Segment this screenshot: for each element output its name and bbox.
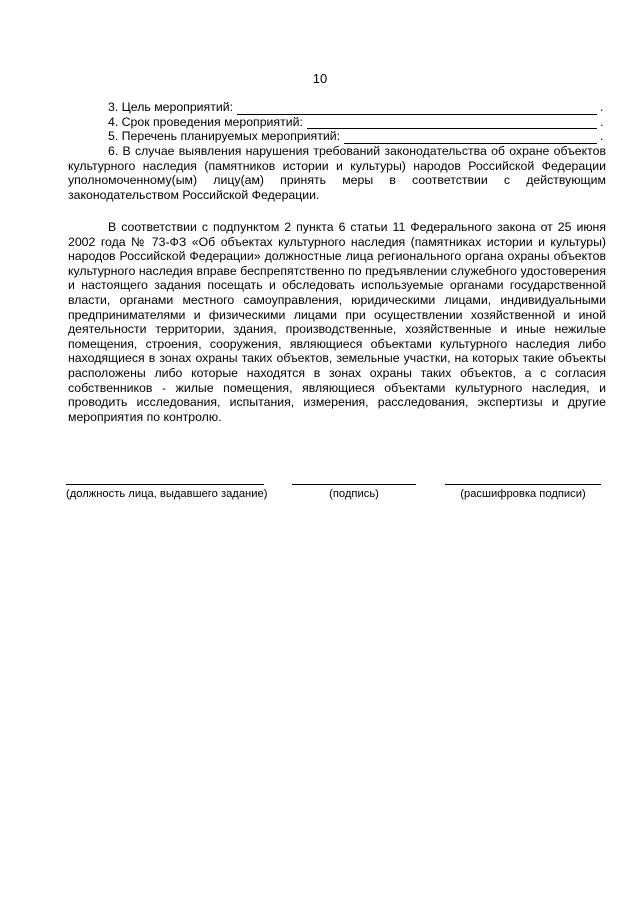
field-goal: [108, 100, 606, 115]
signature-position-caption: (должность лица, выдавшего задание): [66, 488, 268, 500]
field-list-blank-line: [344, 132, 597, 144]
paragraph-law-reference: В соответствии с подпунктом 2 пункта 6 статьи 11 Федерального закона от 25 июня 2002 года № 73-ФЗ «Об объектах культурного наследия (памятниках истории и культуры) народов Российской Федерации» должностные лица регионального органа охраны объектов культурного наследия вправе беспрепятственно по предъявлении служебного удостоверения и настоящего задания посещать и обследовать используемые органами государственной власти, органами местного самоуправления, юридическими лицами, индивидуальными предпринимателями и физическими лицами при осуществлении хозяйственной и иной деятельности территории, здания, производственные, хозяйственные и иные нежилые помещения, строения, сооружения, являющиеся объектами культурного наследия либо находящиеся в зонах охраны таких объектов, земельные участки, на которых такие объекты расположены либо которые находятся в зонах охраны таких объектов, а с согласия собственников - жилые помещения, являющиеся объектами культурного наследия, и проводить исследования, испытания, измерения, расследования, экспертизы и другие мероприятия по контролю.: [68, 220, 606, 424]
signature-position-line: [66, 484, 264, 485]
signature-transcript-caption: (расшифровка подписи): [460, 488, 586, 500]
field-list: [108, 129, 606, 144]
field-goal-period: .: [600, 100, 604, 114]
field-goal-label: 3. Цель мероприятий:: [108, 100, 233, 114]
signature-position-block: [66, 484, 268, 501]
signature-sign-block: [292, 484, 416, 501]
field-term: [108, 115, 606, 130]
signature-transcript-line: [445, 484, 601, 485]
field-list-label: 5. Перечень планируемых мероприятий:: [108, 129, 341, 144]
field-term-label: 4. Срок проведения мероприятий:: [108, 114, 303, 129]
field-term-period: .: [600, 114, 604, 129]
page-number: 10: [312, 71, 328, 86]
event-fields: [108, 100, 606, 144]
signature-sign-caption: (подпись): [329, 488, 379, 500]
field-term-blank-line: [307, 117, 597, 129]
signature-transcript-block: [445, 484, 601, 501]
paragraph-item-6: 6. В случае выявления нарушения требований законодательства об охране объектов культурного наследия (памятников истории и культуры) народов Российской Федерации уполномоченному(ым) лицу(ам) принять меры в соответствии с действующим законодательством Российской Федерации.: [68, 144, 606, 202]
field-list-period: .: [600, 129, 604, 144]
field-goal-blank-line: [237, 103, 597, 115]
signature-sign-line: [292, 484, 416, 485]
